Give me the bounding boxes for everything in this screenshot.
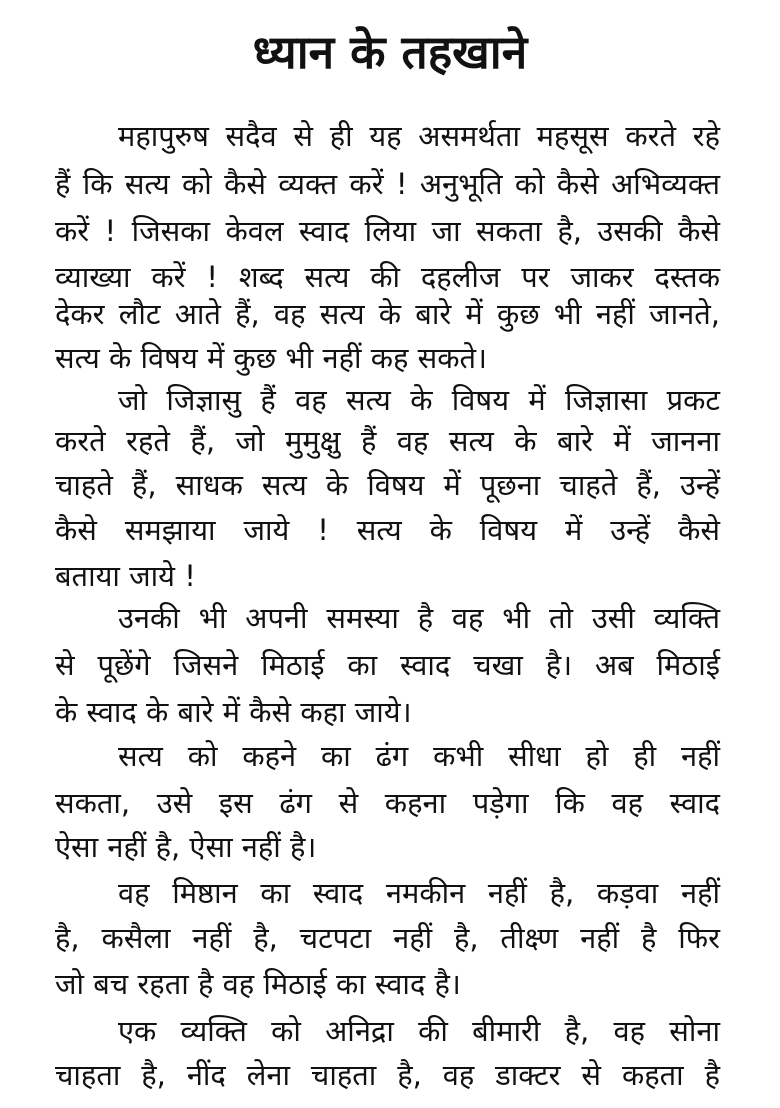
text-line: देकर लौट आते हैं, वह सत्य के बारे में कुछ भी नहीं जानते, (55, 297, 720, 331)
text-line: व्याख्या करें ! शब्द सत्य की दहलीज पर जाकर दस्तक (55, 260, 720, 294)
text-line: जो जिज्ञासु हैं वह सत्य के विषय में जिज्ञासा प्रकट (118, 383, 720, 417)
text-line: बताया जाये ! (55, 559, 196, 593)
text-line: है, कसैला नहीं है, चटपटा नहीं है, तीक्ष्ण नहीं है फिर (55, 921, 720, 955)
text-line: महापुरुष सदैव से ही यह असमर्थता महसूस करते रहे (118, 119, 720, 153)
chapter-title: ध्यान के तहखाने (252, 25, 528, 79)
text-line: चाहते हैं, साधक सत्य के विषय में पूछना चाहते हैं, उन्हें (55, 468, 720, 502)
text-line: से पूछेंगे जिसने मिठाई का स्वाद चखा है। अब मिठाई (55, 648, 720, 682)
text-line: करें ! जिसका केवल स्वाद लिया जा सकता है, उसकी कैसे (55, 214, 720, 248)
text-line: वह मिष्ठान का स्वाद नमकीन नहीं है, कड़वा नहीं (118, 876, 720, 910)
text-line: सत्य के विषय में कुछ भी नहीं कह सकते। (55, 341, 487, 375)
text-line: उनकी भी अपनी समस्या है वह भी तो उसी व्यक्ति (118, 601, 720, 635)
text-line: चाहता है, नींद लेना चाहता है, वह डाक्टर से कहता है (55, 1058, 720, 1092)
text-line: हैं कि सत्य को कैसे व्यक्त करें ! अनुभूति को कैसे अभिव्यक्त (55, 167, 720, 201)
text-line: जो बच रहता है वह मिठाई का स्वाद है। (55, 967, 461, 1001)
text-line: एक व्यक्ति को अनिद्रा की बीमारी है, वह सोना (118, 1014, 720, 1048)
text-line: के स्वाद के बारे में कैसे कहा जाये। (55, 695, 412, 729)
text-line: सकता, उसे इस ढंग से कहना पड़ेगा कि वह स्वाद (55, 786, 720, 820)
text-line: करते रहते हैं, जो मुमुक्षु हैं वह सत्य के बारे में जानना (55, 424, 720, 458)
text-line: सत्य को कहने का ढंग कभी सीधा हो ही नहीं (118, 739, 720, 773)
text-line: कैसे समझाया जाये ! सत्य के विषय में उन्हें कैसे (55, 513, 720, 547)
text-line: ऐसा नहीं है, ऐसा नहीं है। (55, 830, 317, 864)
